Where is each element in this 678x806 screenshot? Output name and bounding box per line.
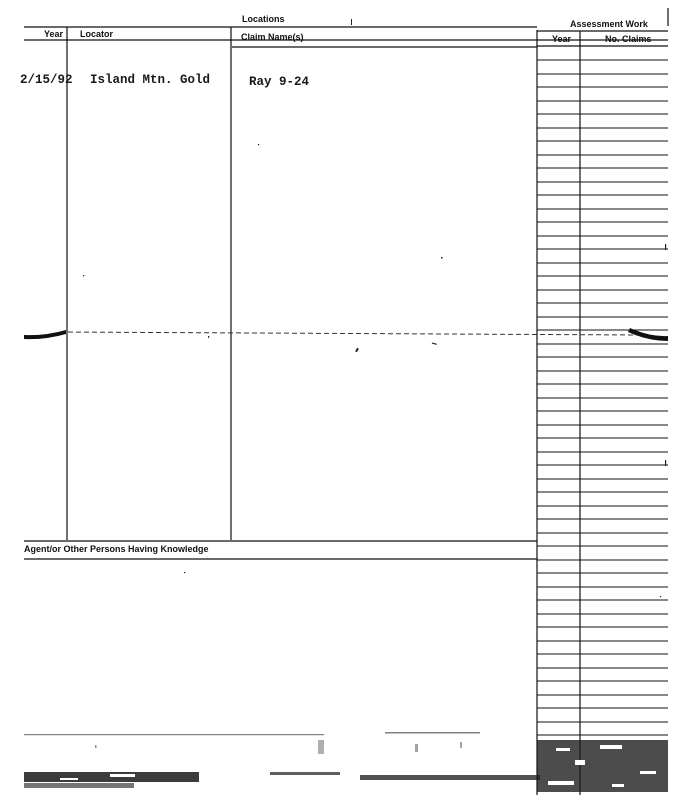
assessment-year-header: Year xyxy=(552,34,572,44)
fold-smudge-left xyxy=(24,330,66,339)
scan-specks xyxy=(83,19,666,597)
assessment-rows xyxy=(537,60,668,735)
claim-names-column-header: Claim Name(s) xyxy=(241,32,304,42)
assessment-work-title: Assessment Work xyxy=(570,19,648,29)
fold-line xyxy=(60,332,640,335)
year-column-header: Year xyxy=(44,29,64,39)
agent-section-label: Agent/or Other Persons Having Knowledge xyxy=(24,544,209,554)
locations-title: Locations xyxy=(242,14,285,24)
entry-claim-names: Ray 9-24 xyxy=(249,75,310,89)
form-rules xyxy=(24,8,668,795)
entry-locator: Island Mtn. Gold xyxy=(90,73,211,87)
locator-column-header: Locator xyxy=(80,29,114,39)
assessment-claims-header: No. Claims xyxy=(605,34,652,44)
entry-year: 2/15/92 xyxy=(20,73,73,87)
